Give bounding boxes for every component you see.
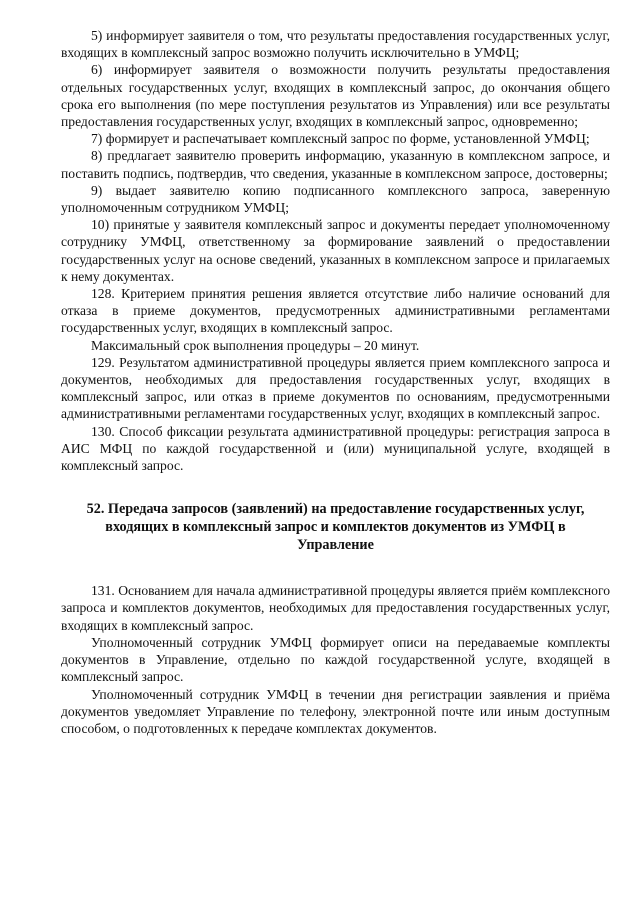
section-heading-52: 52. Передача запросов (заявлений) на предоставление государственных услуг, входящих в комплексный запрос и комплектов документов из УМФЦ в Управление — [86, 501, 585, 554]
paragraph-128: 128. Критерием принятия решения является отсутствие либо наличие оснований для отказа в приеме документов, предусмотренных административными регламентами государственных услуг, входящих в комплексный запрос. — [61, 286, 610, 336]
paragraph-inventory: Уполномоченный сотрудник УМФЦ формирует описи на передаваемые комплекты документов в Управление, отдельно по каждой государственной услуге, входящей в комплексный запрос. — [61, 634, 610, 685]
paragraph-item-6: 6) информирует заявителя о возможности получить результаты предоставления отдельных государственных услуг, входящих в комплексный запрос, до окончания общего срока его выполнения (по мере поступления результатов из Управления) или все результаты предоставления государственных услуг, входящих в комплексный запрос, одновременно; — [61, 62, 610, 130]
paragraph-item-5: 5) информирует заявителя о том, что результаты предоставления государственных услуг, входящих в комплексный запрос возможно получить исключительно в УМФЦ; — [61, 28, 610, 61]
paragraph-131: 131. Основанием для начала административной процедуры является приём комплексного запроса и комплектов документов, необходимых для предоставления государственных услуг, входящих в комплексный запрос. — [61, 583, 610, 633]
paragraph-item-8: 8) предлагает заявителю проверить информацию, указанную в комплексном запросе, и поставить подпись, подтвердив, что сведения, указанные в комплексном запросе, достоверны; — [61, 148, 610, 181]
paragraph-max-duration: Максимальный срок выполнения процедуры – 20 минут. — [91, 337, 420, 353]
paragraph-129: 129. Результатом административной процедуры является прием комплексного запроса и документов, необходимых для предоставления государственных услуг, входящих в комплексный запрос, или отказ в приеме документов по основаниям, предусмотренными административными регламентами государственных услуг, входящих в комплексный запрос. — [61, 354, 610, 422]
paragraph-130: 130. Способ фиксации результата административной процедуры: регистрация запроса в АИС МФЦ по каждой государственной и (или) муниципальной услуге, входящей в комплексный запрос. — [61, 423, 610, 474]
paragraph-item-7: 7) формирует и распечатывает комплексный запрос по форме, установленной УМФЦ; — [91, 131, 590, 147]
paragraph-item-10: 10) принятые у заявителя комплексный запрос и документы передает уполномоченному сотруднику УМФЦ, ответственному за формирование заявлений о предоставлении государственных услуг на основе сведений, указанных в комплексном запросе и прилагаемых к нему документах. — [61, 217, 610, 284]
paragraph-item-9: 9) выдает заявителю копию подписанного комплексного запроса, заверенную уполномоченным сотрудником УМФЦ; — [61, 182, 610, 216]
paragraph-notification: Уполномоченный сотрудник УМФЦ в течении дня регистрации заявления и приёма документов уведомляет Управление по телефону, электронной почте или иным доступным способом, о подготовленных к передаче комплектах документов. — [61, 686, 610, 736]
